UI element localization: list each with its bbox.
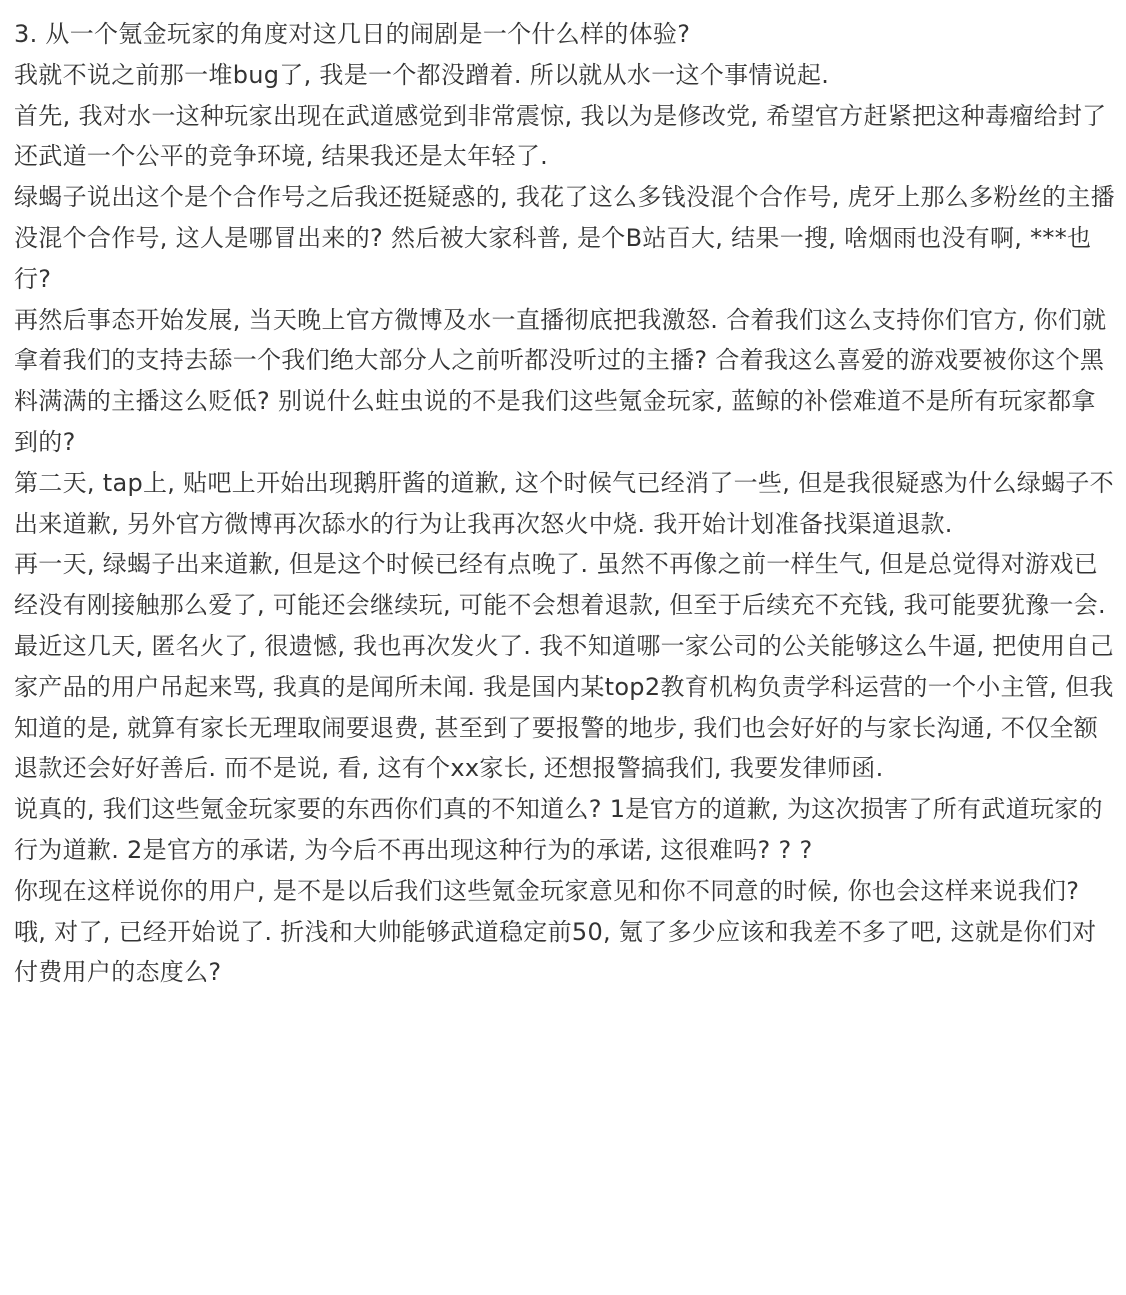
- paragraph-second-day: 第二天, tap上, 贴吧上开始出现鹅肝酱的道歉, 这个时候气已经消了一些, 但是我很疑惑为什么绿蝎子不出来道歉, 另外官方微博再次舔水的行为让我再次怒火中烧. 我开始计划准备找渠道退款.: [14, 468, 1114, 538]
- paragraph-question-title: 3. 从一个氪金玩家的角度对这几日的闹剧是一个什么样的体验?: [14, 20, 691, 48]
- paragraph-conclusion: 你现在这样说你的用户, 是不是以后我们这些氪金玩家意见和你不同意的时候, 你也会这样来说我们? 哦, 对了, 已经开始说了. 折浅和大帅能够武道稳定前50, 氪了多少应该和我差不多了吧, 这就是你们对付费用户的态度么?: [14, 876, 1097, 987]
- paragraph-recent-days: 最近这几天, 匿名火了, 很遗憾, 我也再次发火了. 我不知道哪一家公司的公关能够这么牛逼, 把使用自己家产品的用户吊起来骂, 我真的是闻所未闻. 我是国内某top2教育机构负责学科运营的一个小主管, 但我知道的是, 就算有家长无理取闹要退费, 甚至到了要报警的地步, 我们也会好好的与家长沟通, 不仅全额退款还会好好善后. 而不是说, 看, 这有个xx家长, 还想报警搞我们, 我要发律师函.: [14, 631, 1114, 783]
- paragraph-first: 首先, 我对水一这种玩家出现在武道感觉到非常震惊, 我以为是修改党, 希望官方赶紧把这种毒瘤给封了还武道一个公平的竞争环境, 结果我还是太年轻了.: [14, 101, 1107, 171]
- paragraph-third-day: 再一天, 绿蝎子出来道歉, 但是这个时候已经有点晚了. 虽然不再像之前一样生气, 但是总觉得对游戏已经没有刚接触那么爱了, 可能还会继续玩, 可能不会想着退款, 但至于后续充不充钱, 我可能要犹豫一会.: [14, 550, 1106, 620]
- paragraph-escalation: 再然后事态开始发展, 当天晚上官方微博及水一直播彻底把我激怒. 合着我们这么支持你们官方, 你们就拿着我们的支持去舔一个我们绝大部分人之前听都没听过的主播? 合着我这么喜爱的游戏要被你这个黑料满满的主播这么贬低? 别说什么蛀虫说的不是我们这些氪金玩家, 蓝鲸的补偿难道不是所有玩家都拿到的?: [14, 305, 1107, 456]
- paragraph-partner-account: 绿蝎子说出这个是个合作号之后我还挺疑惑的, 我花了这么多钱没混个合作号, 虎牙上那么多粉丝的主播没混个合作号, 这人是哪冒出来的? 然后被大家科普, 是个B站百大, 结果一搜, 啥烟雨也没有啊, ***也行?: [14, 183, 1115, 293]
- paragraph-demands: 说真的, 我们这些氪金玩家要的东西你们真的不知道么? 1是官方的道歉, 为这次损害了所有武道玩家的行为道歉. 2是官方的承诺, 为今后不再出现这种行为的承诺, 这很难吗? ? ?: [14, 795, 1103, 864]
- paragraph-intro: 我就不说之前那一堆bug了, 我是一个都没蹭着. 所以就从水一这个事情说起.: [14, 60, 830, 89]
